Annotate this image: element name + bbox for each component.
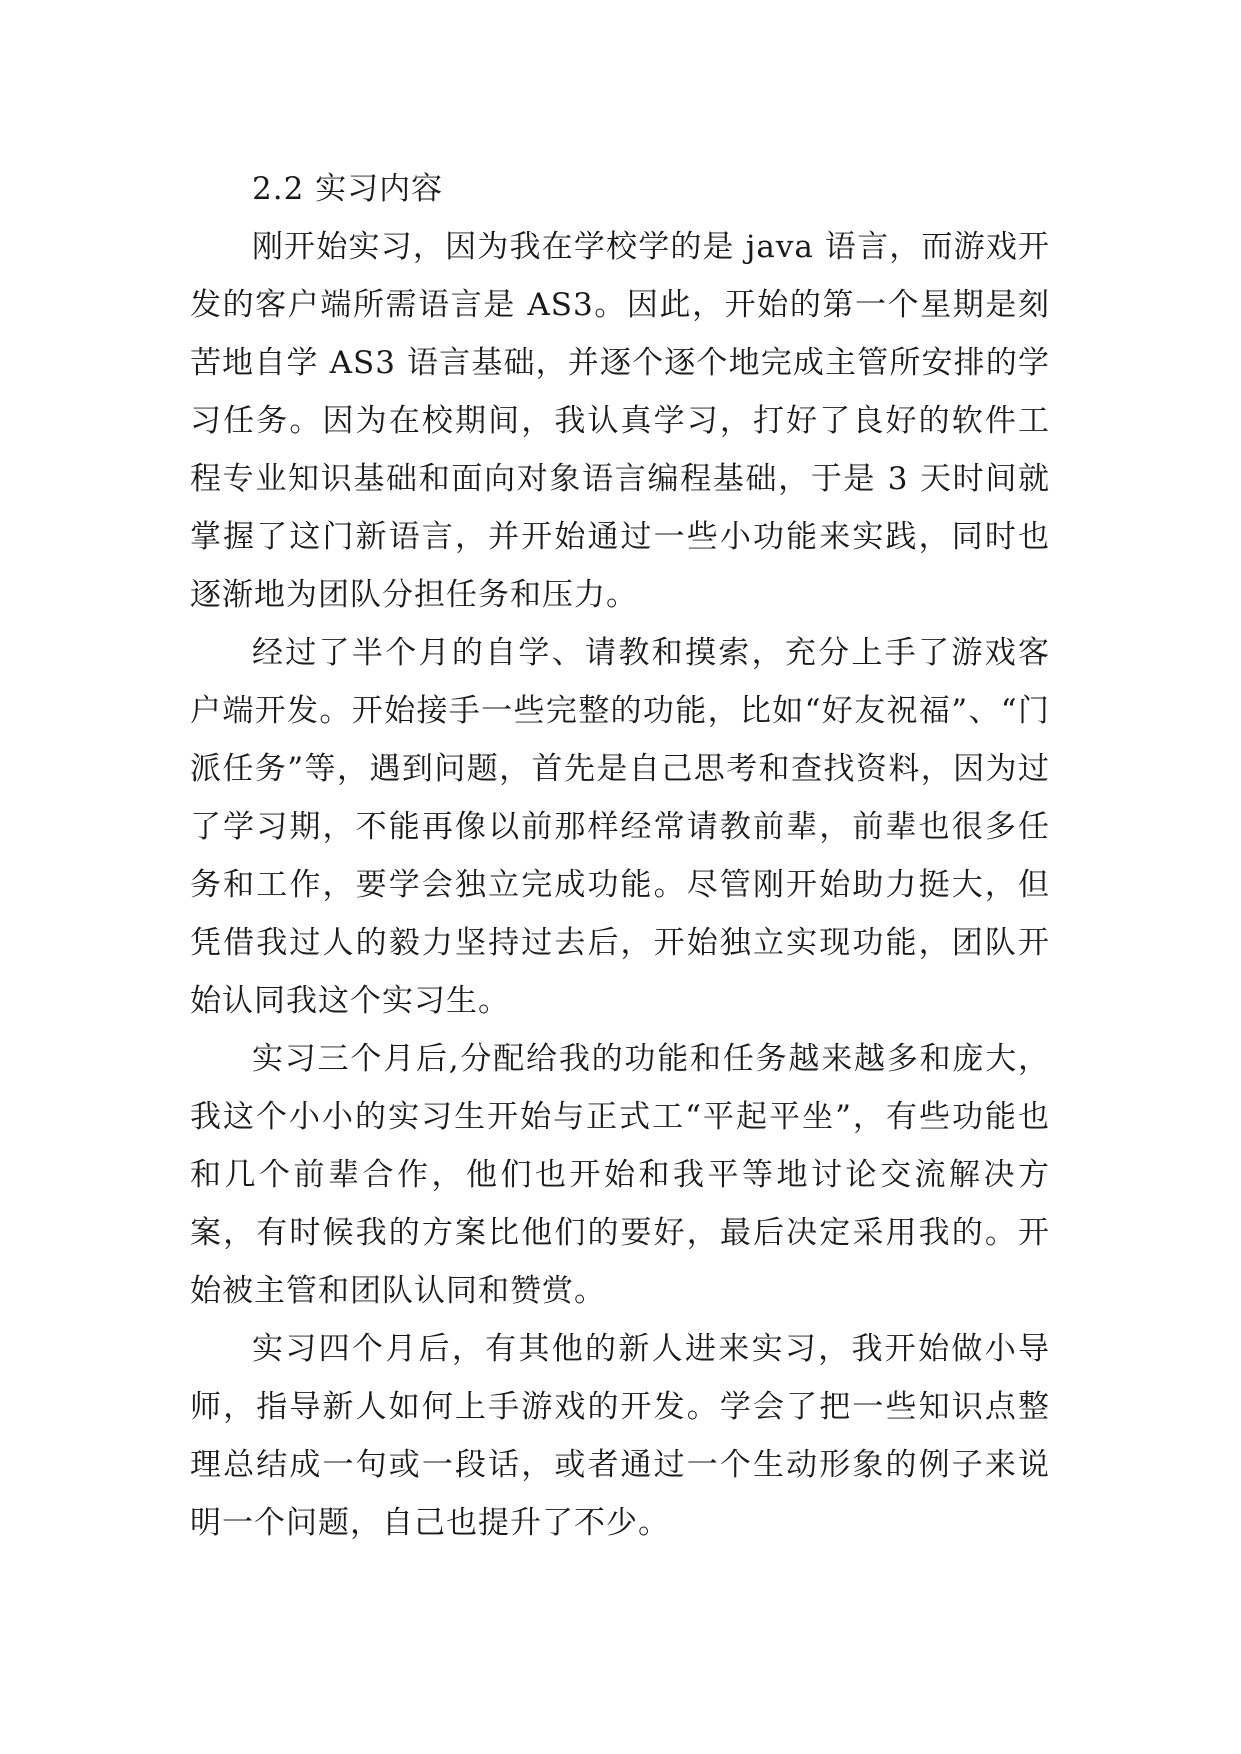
section-heading: 2.2 实习内容 — [252, 171, 444, 207]
document-body — [190, 160, 1050, 1552]
paragraph-2: 经过了半个月的自学、请教和摸索，充分上手了游戏客户端开发。开始接手一些完整的功能，比如“好友祝福”、“门派任务”等，遇到问题，首先是自己思考和查找资料，因为过了学习期，不能再像以前那样经常请教前辈，前辈也很多任务和工作，要学会独立完成功能。尽管刚开始助力挺大，但凭借我过人的毅力坚持过去后，开始独立实现功能，团队开始认同我这个实习生。 — [190, 635, 1050, 1019]
paragraph-4: 实习四个月后，有其他的新人进来实习，我开始做小导师，指导新人如何上手游戏的开发。学会了把一些知识点整理总结成一句或一段话，或者通过一个生动形象的例子来说明一个问题，自己也提升了不少。 — [190, 1331, 1050, 1541]
paragraph-3: 实习三个月后,分配给我的功能和任务越来越多和庞大，我这个小小的实习生开始与正式工“平起平坐”，有些功能也和几个前辈合作，他们也开始和我平等地讨论交流解决方案，有时候我的方案比他们的要好，最后决定采用我的。开始被主管和团队认同和赞赏。 — [190, 1041, 1050, 1309]
paragraph-1: 刚开始实习，因为我在学校学的是 java 语言，而游戏开发的客户端所需语言是 AS3。因此，开始的第一个星期是刻苦地自学 AS3 语言基础，并逐个逐个地完成主管所安排的学习任务。因为在校期间，我认真学习，打好了良好的软件工程专业知识基础和面向对象语言编程基础，于是 3 天时间就掌握了这门新语言，并开始通过一些小功能来实践，同时也逐渐地为团队分担任务和压力。 — [190, 229, 1050, 613]
